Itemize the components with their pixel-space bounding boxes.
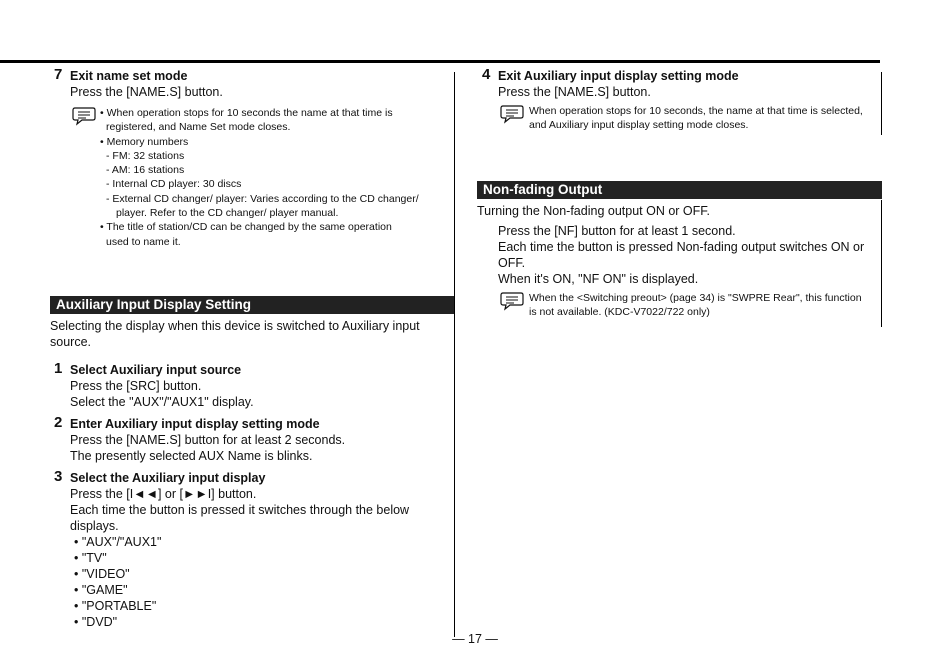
step-7 — [50, 68, 450, 100]
step-title: Exit Auxiliary input display setting mode — [498, 69, 739, 83]
step-number: 1 — [54, 360, 63, 377]
right-border-lower — [881, 200, 882, 327]
step-body: When it's ON, "NF ON" is displayed. — [498, 272, 699, 286]
step-1 — [50, 362, 450, 410]
nf-step — [477, 223, 872, 287]
step-body: Select the "AUX"/"AUX1" display. — [70, 395, 254, 409]
note-block — [50, 106, 450, 249]
note-block — [478, 104, 873, 133]
step-title: Select the Auxiliary input display — [70, 471, 266, 485]
step-number: 7 — [54, 66, 63, 83]
step-action: Press the [NF] button for at least 1 second. — [498, 224, 736, 238]
step-action: Press the [NAME.S] button for at least 2 seconds. — [70, 433, 346, 447]
section-heading-aux: Auxiliary Input Display Setting — [50, 296, 454, 314]
note-line: player. Refer to the CD changer/ player manual. — [116, 207, 339, 220]
list-item: • "TV" — [74, 551, 107, 565]
note-text: When the <Switching preout> (page 34) is "SWPRE Rear", this function is not available. (KDC-V7022/722 only) — [529, 292, 862, 319]
step-body: Each time the button is pressed Non-fading output switches ON or OFF. — [498, 240, 865, 270]
step-title: Select Auxiliary input source — [70, 363, 242, 377]
right-column-lower — [477, 203, 872, 320]
step-number: 3 — [54, 468, 63, 485]
note-speech-bubble-icon — [500, 104, 524, 124]
note-speech-bubble-icon — [72, 106, 96, 126]
step-action: Press the [NAME.S] button. — [498, 85, 651, 99]
step-number: 2 — [54, 414, 63, 431]
step-4 — [478, 68, 873, 100]
right-column — [478, 68, 873, 133]
section-intro: Turning the Non-fading output ON or OFF. — [477, 204, 710, 218]
note-speech-bubble-icon — [500, 291, 524, 311]
note-line: • Memory numbers — [100, 135, 189, 148]
top-rule — [0, 60, 880, 63]
step-body: Each time the button is pressed it switches through the below displays. — [70, 503, 410, 533]
note-block — [477, 291, 872, 320]
list-item: • "GAME" — [74, 583, 128, 597]
list-item: • "DVD" — [74, 615, 118, 629]
left-column — [50, 68, 450, 249]
note-line: used to name it. — [106, 235, 181, 248]
step-action: Press the [NAME.S] button. — [70, 85, 223, 99]
left-column-lower — [50, 318, 450, 630]
list-item: • "VIDEO" — [74, 567, 130, 581]
step-title: Enter Auxiliary input display setting mode — [70, 417, 320, 431]
note-line: - External CD changer/ player: Varies according to the CD changer/ — [106, 192, 419, 205]
note-line: registered, and Name Set mode closes. — [106, 121, 291, 134]
page-number: — 17 — — [452, 632, 498, 646]
note-line: - FM: 32 stations — [106, 149, 185, 162]
list-item: • "AUX"/"AUX1" — [74, 535, 162, 549]
list-item: • "PORTABLE" — [74, 599, 157, 613]
section-heading-nonfading: Non-fading Output — [477, 181, 882, 199]
step-body: The presently selected AUX Name is blinks. — [70, 449, 313, 463]
note-line: - Internal CD player: 30 discs — [106, 178, 242, 191]
note-text: When operation stops for 10 seconds, the name at that time is selected, and Auxiliary input display setting mode closes. — [529, 105, 863, 132]
step-action: Press the [I◄◄] or [►►I] button. — [70, 487, 257, 501]
step-number: 4 — [482, 66, 491, 83]
section-intro: Selecting the display when this device is switched to Auxiliary input source. — [50, 319, 420, 349]
note-line: • When operation stops for 10 seconds the name at that time is — [100, 107, 393, 119]
note-line: - AM: 16 stations — [106, 164, 185, 177]
step-2 — [50, 416, 450, 464]
step-3 — [50, 470, 450, 630]
right-border — [881, 72, 882, 135]
step-title: Exit name set mode — [70, 69, 188, 83]
note-line: • The title of station/CD can be changed by the same operation — [100, 221, 392, 234]
step-action: Press the [SRC] button. — [70, 379, 202, 393]
column-divider — [454, 72, 455, 637]
